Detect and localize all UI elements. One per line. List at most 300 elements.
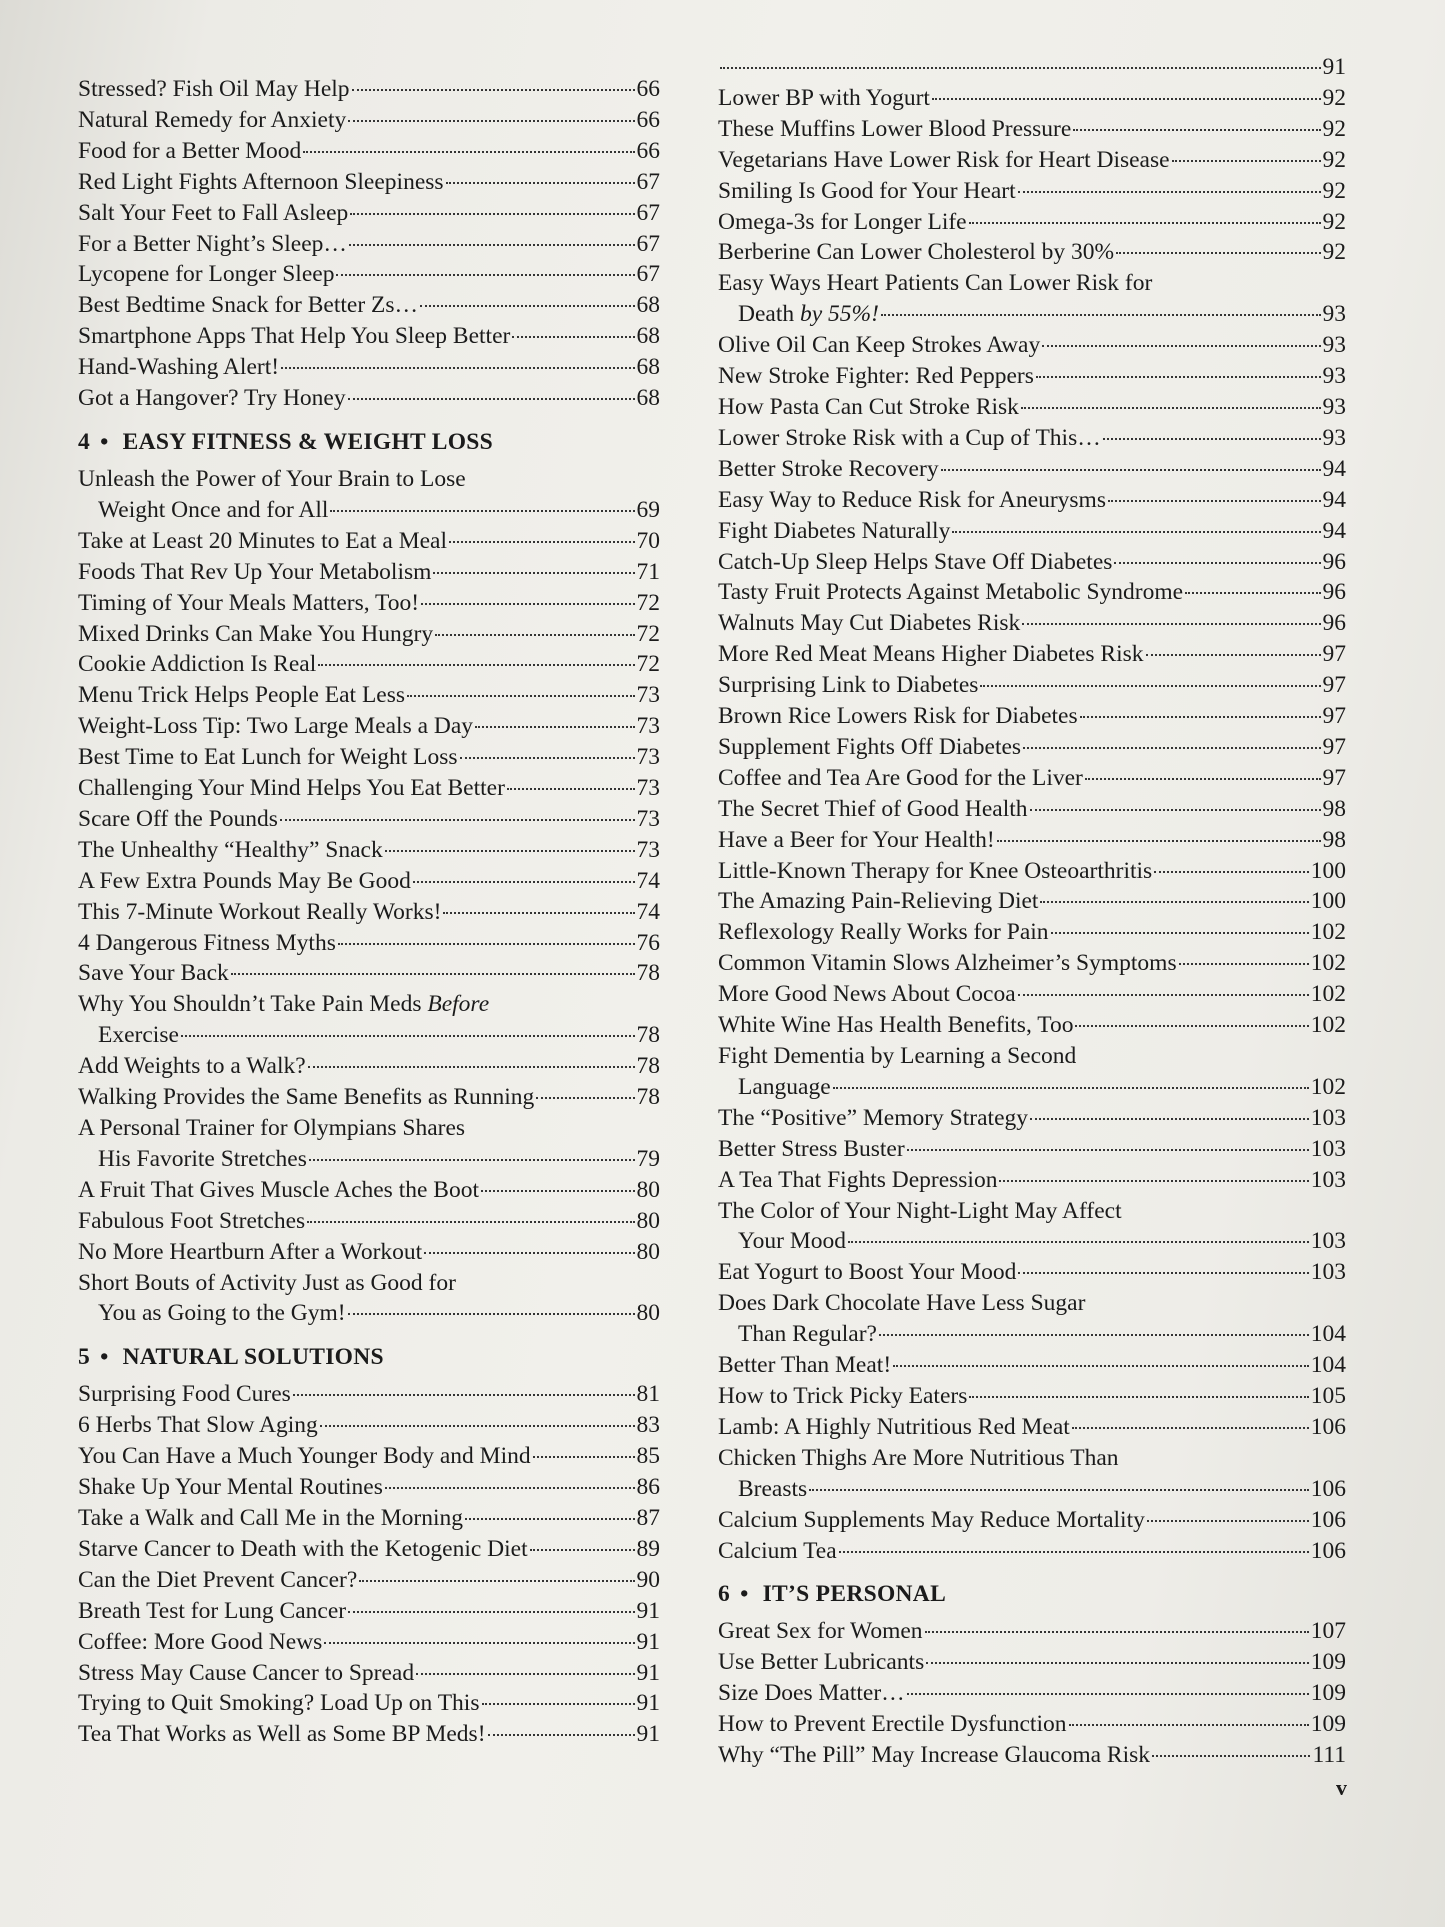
leader-dots — [349, 244, 635, 246]
toc-entry-title: Can the Diet Prevent Cancer? — [78, 1566, 358, 1593]
toc-page-number: 98 — [1322, 795, 1346, 822]
leader-dots — [907, 1149, 1309, 1151]
toc-entry-title: Have a Beer for Your Health! — [718, 826, 995, 853]
toc-entry-line — [718, 299, 1346, 330]
toc-entry-title: Save Your Back — [78, 960, 229, 987]
toc-entry-title-part: His Favorite Stretches — [98, 1145, 307, 1172]
leader-dots — [1030, 1118, 1309, 1120]
leader-dots — [969, 222, 1321, 224]
chapter-title: IT’S PERSONAL — [762, 1581, 947, 1608]
leader-dots — [1036, 376, 1321, 378]
toc-page-number: 80 — [636, 1176, 660, 1203]
toc-page-number: 107 — [1310, 1618, 1346, 1645]
leader-dots — [1018, 1272, 1308, 1274]
leader-dots — [1147, 1520, 1309, 1522]
leader-dots — [481, 1190, 635, 1192]
leader-dots — [307, 1221, 634, 1223]
toc-entry — [718, 948, 1346, 979]
toc-entry-title: Reflexology Really Works for Pain — [718, 919, 1049, 946]
toc-entry-title: New Stroke Fighter: Red Peppers — [718, 363, 1034, 390]
toc-page-number: 85 — [636, 1443, 660, 1470]
toc-entry-title: A Tea That Fights Depression — [718, 1166, 998, 1193]
toc-entry-title: Walking Provides the Same Benefits as Running — [78, 1084, 535, 1111]
leader-dots — [1042, 345, 1320, 347]
toc-page-number: 93 — [1322, 424, 1346, 451]
toc-entry-title: Omega-3s for Longer Life — [718, 208, 967, 235]
leader-dots — [359, 1580, 634, 1582]
leader-dots — [848, 1241, 1309, 1243]
toc-page-number: 102 — [1310, 1012, 1346, 1039]
leader-dots — [969, 1396, 1308, 1398]
toc-entry — [718, 1288, 1346, 1350]
toc-entry-title: Supplement Fights Off Diabetes — [718, 733, 1022, 760]
toc-page-number: 78 — [636, 1084, 660, 1111]
toc-page-number: 102 — [1310, 919, 1346, 946]
toc-entry — [78, 1237, 660, 1268]
toc-entry — [718, 237, 1346, 268]
toc-entry-title: Smartphone Apps That Help You Sleep Better — [78, 323, 511, 350]
toc-entry — [718, 1041, 1346, 1103]
toc-entry-title: Starve Cancer to Death with the Ketogenic Diet — [78, 1535, 528, 1562]
toc-page-number: 73 — [636, 744, 660, 771]
toc-entry-line — [718, 1196, 1346, 1227]
toc-entry — [78, 526, 660, 557]
chapter-title: NATURAL SOLUTIONS — [122, 1344, 384, 1371]
leader-dots — [320, 1425, 635, 1427]
toc-page-number: 74 — [636, 867, 660, 894]
leader-dots — [1073, 129, 1320, 131]
toc-page-number: 78 — [636, 1022, 660, 1049]
toc-entry — [78, 588, 660, 619]
toc-entry-title: Surprising Food Cures — [78, 1381, 291, 1408]
toc-page-number: 78 — [636, 960, 660, 987]
toc-entry-title: The Color of Your Night-Light May Affect — [718, 1197, 1122, 1224]
toc-entry-title: Size Does Matter… — [718, 1680, 905, 1707]
toc-entry-title: How to Prevent Erectile Dysfunction — [718, 1711, 1067, 1738]
leader-dots — [1075, 1025, 1308, 1027]
toc-page-number: 92 — [1322, 146, 1346, 173]
toc-entry — [78, 198, 660, 229]
toc-page-number: 96 — [1322, 548, 1346, 575]
toc-entry-line — [78, 464, 660, 495]
toc-entry — [718, 1616, 1346, 1647]
toc-page-number: 92 — [1322, 84, 1346, 111]
toc-entry-title: Timing of Your Meals Matters, Too! — [78, 589, 420, 616]
toc-page-number: 109 — [1310, 1649, 1346, 1676]
leader-dots — [1172, 160, 1321, 162]
leader-dots — [421, 603, 634, 605]
toc-page-number: 68 — [636, 292, 660, 319]
toc-page-number: 100 — [1310, 857, 1346, 884]
toc-page-number: 109 — [1310, 1680, 1346, 1707]
toc-entry-title-part: Breasts — [738, 1475, 808, 1502]
leader-dots — [348, 1611, 634, 1613]
toc-entry — [718, 1443, 1346, 1505]
leader-dots — [533, 1456, 635, 1458]
leader-dots — [446, 182, 635, 184]
toc-entry — [718, 454, 1346, 485]
toc-entry-title: A Personal Trainer for Olympians Shares — [78, 1115, 466, 1141]
toc-page-number: 72 — [636, 589, 660, 616]
toc-entry — [78, 1379, 660, 1410]
toc-entry — [78, 773, 660, 804]
leader-dots — [1018, 994, 1309, 996]
toc-entry — [718, 268, 1346, 330]
toc-page-number: 106 — [1310, 1413, 1346, 1440]
chapter-title: EASY FITNESS & WEIGHT LOSS — [122, 428, 494, 455]
toc-entry — [78, 1175, 660, 1206]
toc-entry — [78, 1051, 660, 1082]
toc-entry-title: Surprising Link to Diabetes — [718, 672, 979, 699]
toc-entry-title: Common Vitamin Slows Alzheimer’s Symptoms — [718, 950, 1177, 977]
toc-entry — [78, 928, 660, 959]
toc-entry-title: Better Than Meat! — [718, 1352, 892, 1379]
toc-entry-title: A Few Extra Pounds May Be Good — [78, 867, 411, 894]
toc-page-number: 73 — [636, 682, 660, 709]
toc-page-number: 92 — [1322, 208, 1346, 235]
leader-dots — [907, 1693, 1309, 1695]
toc-entry-title-italic: by 55%! — [800, 301, 879, 328]
toc-page-number: 67 — [636, 261, 660, 288]
toc-entry — [78, 711, 660, 742]
toc-entry-title: Trying to Quit Smoking? Load Up on This — [78, 1690, 480, 1717]
toc-page-number: 66 — [636, 76, 660, 102]
toc-entry — [78, 742, 660, 773]
toc-entry-title-continued — [738, 1319, 877, 1350]
toc-entry-title: Best Bedtime Snack for Better Zs… — [78, 292, 419, 319]
toc-page-number: 86 — [636, 1474, 660, 1501]
toc-entry — [78, 1688, 660, 1719]
leader-dots — [1179, 963, 1309, 965]
toc-page-number: 97 — [1322, 764, 1346, 791]
leader-dots — [348, 398, 635, 400]
toc-entry — [718, 1536, 1346, 1567]
toc-entry — [78, 229, 660, 260]
toc-entry-title-part: Exercise — [98, 1022, 179, 1049]
toc-page-number: 106 — [1310, 1506, 1346, 1533]
toc-entry — [78, 1472, 660, 1503]
toc-entry-title: Does Dark Chocolate Have Less Sugar — [718, 1290, 1086, 1317]
toc-entry-title: Stress May Cause Cancer to Spread — [78, 1659, 415, 1686]
toc-entry-title: Fight Dementia by Learning a Second — [718, 1043, 1077, 1069]
toc-page-number: 72 — [636, 651, 660, 678]
toc-entry-title-continued — [738, 1226, 846, 1257]
leader-dots — [1069, 1724, 1309, 1726]
toc-entry-title: Better Stress Buster — [718, 1135, 905, 1162]
leader-dots — [482, 1703, 635, 1705]
toc-entry-title: Short Bouts of Activity Just as Good for — [78, 1269, 456, 1296]
toc-entry-title: Salt Your Feet to Fall Asleep — [78, 199, 349, 226]
toc-entry — [78, 259, 660, 290]
toc-entry-line — [718, 268, 1346, 299]
toc-entry — [78, 1268, 660, 1330]
toc-entry-title: Challenging Your Mind Helps You Eat Better — [78, 775, 505, 802]
chapter-heading — [78, 1341, 660, 1373]
toc-entry-title: Easy Ways Heart Patients Can Lower Risk for — [718, 270, 1153, 297]
leader-dots — [488, 1734, 635, 1736]
toc-entry — [718, 1740, 1346, 1771]
leader-dots — [420, 305, 634, 307]
toc-entry-title: The Unhealthy “Healthy” Snack — [78, 836, 383, 863]
toc-page-number: 103 — [1310, 1135, 1346, 1162]
toc-entry-title: Better Stroke Recovery — [718, 455, 939, 482]
toc-page-number: 73 — [636, 805, 660, 832]
page-folio: v — [1336, 1775, 1347, 1800]
toc-entry-title-part: You as Going to the Gym! — [98, 1300, 346, 1327]
toc-page-number: 104 — [1310, 1321, 1346, 1348]
toc-page-number: 103 — [1310, 1166, 1346, 1193]
toc-page-number: 73 — [636, 836, 660, 863]
leader-dots — [309, 1159, 635, 1161]
toc-entry — [718, 423, 1346, 454]
leader-dots — [952, 531, 1320, 533]
toc-entry-title: Add Weights to a Walk? — [78, 1053, 306, 1080]
toc-page-number: 93 — [1322, 363, 1346, 390]
toc-entry-line — [718, 1474, 1346, 1505]
toc-entry-title: Best Time to Eat Lunch for Weight Loss — [78, 744, 458, 771]
toc-entry-title-continued — [98, 1298, 346, 1329]
toc-entry — [718, 52, 1346, 83]
chapter-bullet: • — [100, 1344, 109, 1371]
toc-page-number: 69 — [636, 496, 660, 523]
toc-entry — [78, 1627, 660, 1658]
chapter-bullet: • — [100, 428, 109, 455]
toc-right-column — [718, 52, 1346, 1771]
toc-page-number: 78 — [636, 1053, 660, 1080]
toc-page-number: 93 — [1322, 332, 1346, 359]
toc-entry — [78, 866, 660, 897]
toc-entry — [718, 361, 1346, 392]
toc-entry — [718, 1257, 1346, 1288]
toc-entry — [718, 856, 1346, 887]
toc-entry-line — [78, 1144, 660, 1175]
toc-page-number: 79 — [636, 1145, 660, 1172]
toc-page-number: 109 — [1310, 1711, 1346, 1738]
toc-entry — [78, 804, 660, 835]
toc-entry — [718, 670, 1346, 701]
toc-entry-title-continued — [98, 495, 328, 526]
toc-page-number: 91 — [636, 1690, 660, 1717]
toc-entry — [78, 167, 660, 198]
toc-entry — [718, 794, 1346, 825]
toc-page-number: 73 — [636, 713, 660, 740]
toc-entry — [78, 1206, 660, 1237]
toc-entry-title: Vegetarians Have Lower Risk for Heart Disease — [718, 146, 1170, 173]
toc-entry — [718, 1505, 1346, 1536]
toc-page-number: 100 — [1310, 888, 1346, 915]
leader-dots — [925, 1631, 1309, 1633]
toc-page-number: 80 — [636, 1238, 660, 1265]
toc-entry — [718, 1381, 1346, 1412]
toc-entry-title: Walnuts May Cut Diabetes Risk — [718, 610, 1021, 637]
toc-entry-title: This 7-Minute Workout Really Works! — [78, 898, 442, 925]
leader-dots — [932, 98, 1321, 100]
leader-dots — [1085, 778, 1321, 780]
leader-dots — [181, 1035, 635, 1037]
toc-entry — [718, 577, 1346, 608]
chapter-number: 6 — [718, 1581, 731, 1608]
toc-entry-title: Scare Off the Pounds — [78, 805, 278, 832]
toc-page-number: 94 — [1322, 517, 1346, 544]
leader-dots — [893, 1365, 1309, 1367]
toc-entry-title: More Red Meat Means Higher Diabetes Risk — [718, 641, 1144, 668]
toc-page-number: 68 — [636, 354, 660, 381]
toc-entry-title: Lower BP with Yogurt — [718, 84, 930, 111]
toc-entry-title: Coffee and Tea Are Good for the Liver — [718, 764, 1083, 791]
leader-dots — [1023, 747, 1320, 749]
toc-entry-title: Smiling Is Good for Your Heart — [718, 177, 1016, 204]
toc-page-number: 68 — [636, 323, 660, 350]
toc-entry-line — [78, 1298, 660, 1329]
leader-dots — [350, 213, 634, 215]
toc-entry — [78, 1410, 660, 1441]
toc-entry — [78, 1113, 660, 1175]
toc-entry — [718, 732, 1346, 763]
toc-page-number: 72 — [636, 620, 660, 647]
toc-entry-line — [78, 1113, 660, 1144]
leader-dots — [385, 1487, 635, 1489]
toc-entry-title: Olive Oil Can Keep Strokes Away — [718, 332, 1041, 359]
toc-page-number: 93 — [1322, 301, 1346, 328]
toc-page-number: 96 — [1322, 610, 1346, 637]
toc-entry — [78, 352, 660, 383]
toc-entry — [78, 1441, 660, 1472]
toc-entry-title: The Secret Thief of Good Health — [718, 795, 1028, 822]
leader-dots — [1030, 809, 1321, 811]
leader-dots — [416, 1673, 634, 1675]
leader-dots — [231, 973, 635, 975]
toc-entry — [718, 547, 1346, 578]
leader-dots — [348, 120, 634, 122]
toc-entry-title: Fight Diabetes Naturally — [718, 517, 951, 544]
toc-entry — [718, 825, 1346, 856]
toc-page-number: 87 — [636, 1504, 660, 1531]
leader-dots — [385, 850, 635, 852]
toc-entry-title: Shake Up Your Mental Routines — [78, 1474, 383, 1501]
toc-page-number: 104 — [1310, 1352, 1346, 1379]
toc-entry-title: The Amazing Pain-Relieving Diet — [718, 888, 1039, 915]
toc-page-number: 80 — [636, 1300, 660, 1327]
toc-entry-title: Got a Hangover? Try Honey — [78, 385, 346, 412]
toc-page-number: 98 — [1322, 826, 1346, 853]
toc-entry-title: Lower Stroke Risk with a Cup of This… — [718, 424, 1101, 451]
toc-entry — [78, 383, 660, 414]
toc-entry-title: Chicken Thighs Are More Nutritious Than — [718, 1444, 1119, 1471]
leader-dots — [1114, 562, 1320, 564]
leader-dots — [352, 89, 635, 91]
toc-entry-line — [718, 1072, 1346, 1103]
chapter-number: 4 — [78, 428, 91, 455]
leader-dots — [507, 788, 635, 790]
toc-entry-title: For a Better Night’s Sleep… — [78, 230, 347, 257]
toc-entry-title: Tasty Fruit Protects Against Metabolic Syndrome — [718, 579, 1184, 606]
toc-entry — [78, 290, 660, 321]
leader-dots — [941, 469, 1321, 471]
leader-dots — [407, 695, 634, 697]
toc-page-number: 91 — [636, 1597, 660, 1624]
toc-entry-title: Why “The Pill” May Increase Glaucoma Risk — [718, 1742, 1150, 1769]
chapter-heading — [718, 1578, 1346, 1610]
toc-entry-title: The “Positive” Memory Strategy — [718, 1104, 1028, 1131]
toc-entry-title: Easy Way to Reduce Risk for Aneurysms — [718, 486, 1106, 513]
toc-entry — [78, 835, 660, 866]
toc-page-number: 103 — [1310, 1104, 1346, 1131]
toc-entry-title: Why You Shouldn’t Take Pain Meds — [78, 991, 422, 1018]
toc-entry-title: Take a Walk and Call Me in the Morning — [78, 1504, 463, 1531]
toc-entry-title: Weight-Loss Tip: Two Large Meals a Day — [78, 713, 474, 740]
toc-entry-title: Eat Yogurt to Boost Your Mood — [718, 1259, 1017, 1286]
leader-dots — [338, 943, 635, 945]
leader-dots — [1103, 438, 1321, 440]
leader-dots — [833, 1087, 1309, 1089]
toc-entry — [78, 1658, 660, 1689]
leader-dots — [443, 912, 634, 914]
toc-entry — [718, 1647, 1346, 1678]
chapter-heading — [78, 426, 660, 458]
toc-entry-title: White Wine Has Health Benefits, Too — [718, 1012, 1074, 1039]
toc-page-number: 103 — [1310, 1259, 1346, 1286]
toc-page-number: 93 — [1322, 393, 1346, 420]
toc-entry — [78, 1534, 660, 1565]
toc-entry — [78, 321, 660, 352]
leader-dots — [926, 1662, 1309, 1664]
toc-page-number: 91 — [1322, 54, 1346, 80]
toc-entry — [718, 114, 1346, 145]
toc-entry — [78, 1565, 660, 1596]
toc-entry-line — [78, 495, 660, 526]
toc-entry-title: Take at Least 20 Minutes to Eat a Meal — [78, 527, 448, 554]
toc-entry — [78, 105, 660, 136]
toc-page-number: 94 — [1322, 486, 1346, 513]
toc-entry — [78, 464, 660, 526]
toc-entry-title: Catch-Up Sleep Helps Stave Off Diabetes — [718, 548, 1113, 575]
toc-page-number: 92 — [1322, 115, 1346, 142]
toc-page-number: 102 — [1310, 1073, 1346, 1100]
leader-dots — [809, 1489, 1309, 1491]
toc-page-number: 67 — [636, 199, 660, 226]
toc-entry-title: Coffee: More Good News — [78, 1628, 323, 1655]
toc-entry — [718, 1134, 1346, 1165]
toc-entry — [78, 1596, 660, 1627]
leader-dots — [303, 151, 634, 153]
toc-entry — [718, 979, 1346, 1010]
toc-entry — [718, 917, 1346, 948]
toc-entry — [718, 608, 1346, 639]
toc-entry-title: Mixed Drinks Can Make You Hungry — [78, 620, 434, 647]
leader-dots — [720, 67, 1321, 69]
leader-dots — [1072, 1427, 1309, 1429]
toc-entry — [718, 763, 1346, 794]
toc-entry — [78, 1082, 660, 1113]
toc-entry-title-part: Your Mood — [738, 1228, 846, 1255]
leader-dots — [449, 541, 634, 543]
toc-page-number: 91 — [636, 1659, 660, 1686]
toc-entry-title: Use Better Lubricants — [718, 1649, 925, 1676]
toc-page-number: 83 — [636, 1412, 660, 1439]
toc-entry-line — [718, 1288, 1346, 1319]
toc-page-number: 71 — [636, 558, 660, 585]
leader-dots — [475, 726, 634, 728]
toc-page-number: 73 — [636, 775, 660, 802]
toc-page-number: 90 — [636, 1566, 660, 1593]
toc-page-number: 70 — [636, 527, 660, 554]
toc-page-number: 97 — [1322, 641, 1346, 668]
toc-entry-title: Red Light Fights Afternoon Sleepiness — [78, 168, 444, 195]
leader-dots — [881, 314, 1321, 316]
toc-entry-title: Calcium Supplements May Reduce Mortality — [718, 1506, 1145, 1533]
toc-entry-line — [718, 1443, 1346, 1474]
toc-entry — [718, 207, 1346, 238]
